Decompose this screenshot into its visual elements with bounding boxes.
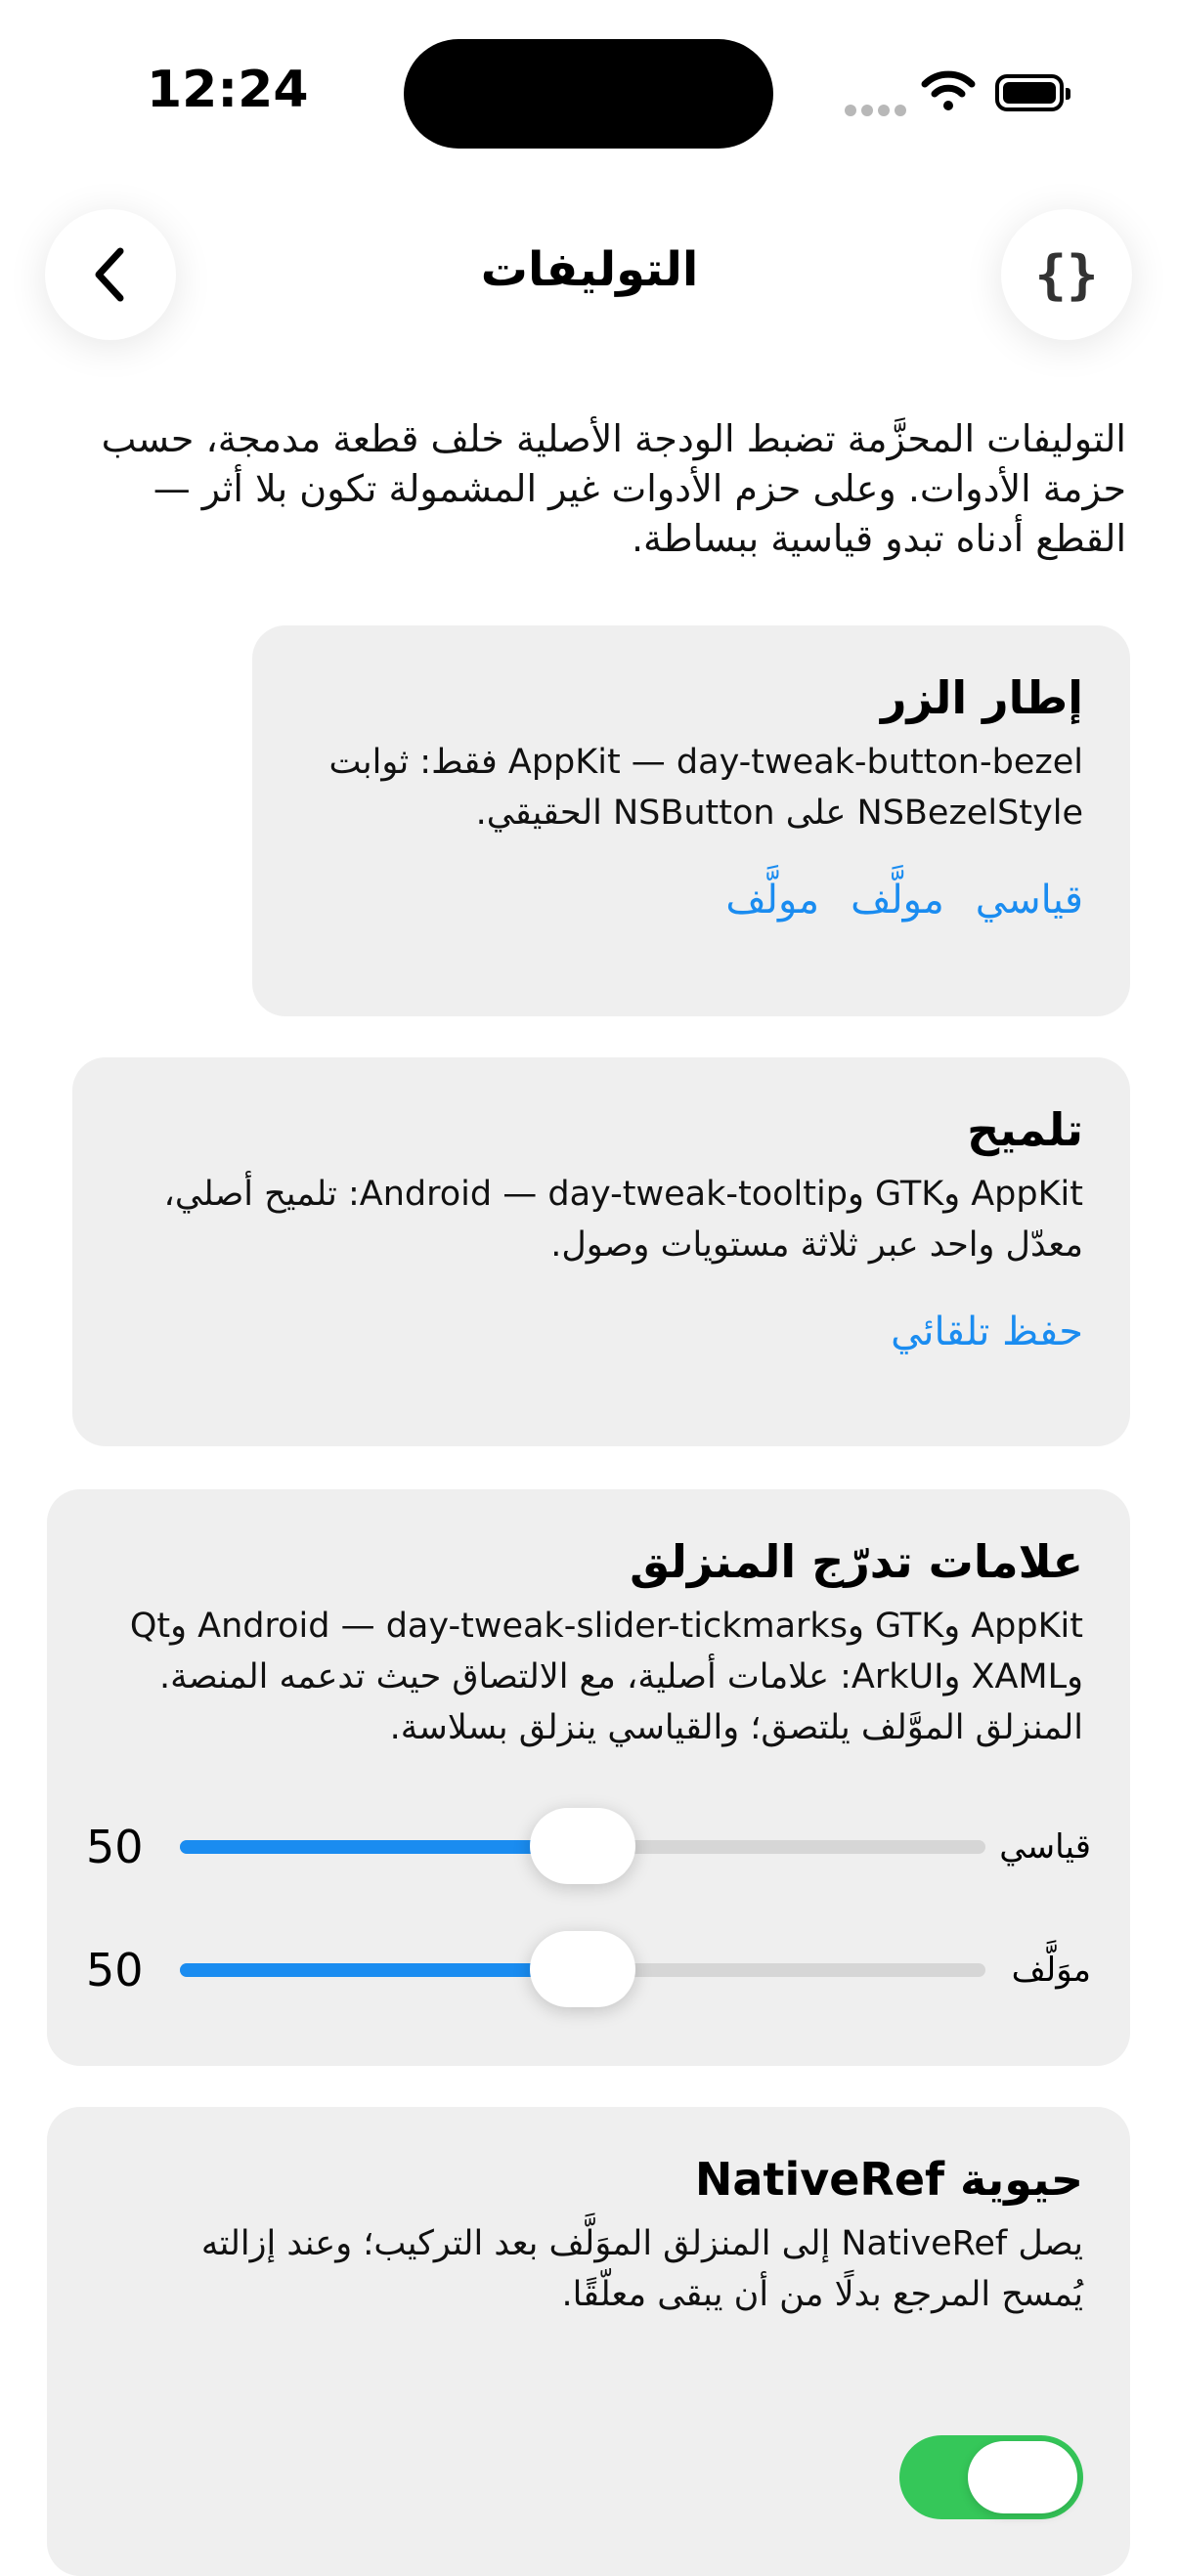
page-title: التوليفات <box>480 242 699 297</box>
dynamic-island <box>404 39 773 149</box>
bezel-card <box>252 625 1130 1016</box>
bezel-description: AppKit — day-tweak-button-bezel فقط: ثوابت NSBezelStyle على NSButton الحقيقي. <box>328 743 1083 833</box>
tooltip-title: تلميح <box>967 1103 1083 1156</box>
slider-thumb[interactable] <box>530 1808 635 1884</box>
code-button[interactable] <box>1001 209 1132 340</box>
slider-label-standard: قياسي <box>999 1827 1091 1867</box>
braces-icon: {} <box>1034 243 1099 306</box>
slider-card <box>47 1489 1130 2066</box>
slider-row-tweaked <box>86 1931 1091 2009</box>
nativeref-toggle[interactable] <box>899 2435 1083 2519</box>
wifi-icon <box>921 68 976 115</box>
bezel-option-tweaked-1[interactable]: مولَّف <box>851 878 944 923</box>
slider-label-tweaked: موَلَّف <box>1011 1951 1091 1990</box>
slider-tweaked[interactable] <box>180 1963 985 1977</box>
slider-title: علامات تدرّج المنزلق <box>630 1535 1083 1588</box>
status-time: 12:24 <box>147 61 309 119</box>
bezel-option-tweaked-2[interactable]: مولَّف <box>725 878 820 923</box>
autosave-link[interactable]: حفظ تلقائي <box>891 1309 1083 1354</box>
cellular-signal-icon <box>845 102 911 120</box>
nativeref-title: حيوية NativeRef <box>694 2153 1083 2206</box>
slider-thumb[interactable] <box>530 1931 635 2007</box>
nativeref-description: يصل NativeRef إلى المنزلق الموَلَّف بعد التركيب؛ وعند إزالته يُمسح المرجع بدلًا من أن يبقى معلّقًا. <box>200 2224 1083 2314</box>
battery-icon <box>995 74 1064 111</box>
slider-value-tweaked: 50 <box>86 1944 144 1996</box>
slider-description: AppKit وGTK وAndroid — day-tweak-slider-tickmarks وQt وXAML وArkUI: علامات أصلية، مع الالتصاق حيث تدعمه المنصة. المنزلق الموَّلف يلتصق؛ والقياسي ينزلق بسلاسة. <box>129 1607 1083 1747</box>
slider-value-standard: 50 <box>86 1821 144 1873</box>
bezel-option-standard[interactable]: قياسي <box>975 878 1083 923</box>
tooltip-description: AppKit وGTK وAndroid — day-tweak-tooltip: تلميح أصلي، معدّل واحد عبر ثلاثة مستويات وصول. <box>163 1175 1083 1265</box>
nativeref-card <box>47 2107 1130 2576</box>
slider-standard[interactable] <box>180 1840 985 1854</box>
bezel-title: إطار الزر <box>881 671 1083 724</box>
intro-text: التوليفات المحزَّمة تضبط الودجة الأصلية خلف قطعة مدمجة، حسب حزمة الأدوات. وعلى حزم الأدوات غير المشمولة تكون بلا أثر — القطع أدناه تبدو قياسية ببساطة. <box>101 417 1126 560</box>
tooltip-actions <box>119 1309 1083 1354</box>
tooltip-card <box>72 1057 1130 1446</box>
bezel-options <box>299 878 1083 923</box>
toggle-knob <box>968 2441 1077 2513</box>
slider-row-standard <box>86 1808 1091 1886</box>
